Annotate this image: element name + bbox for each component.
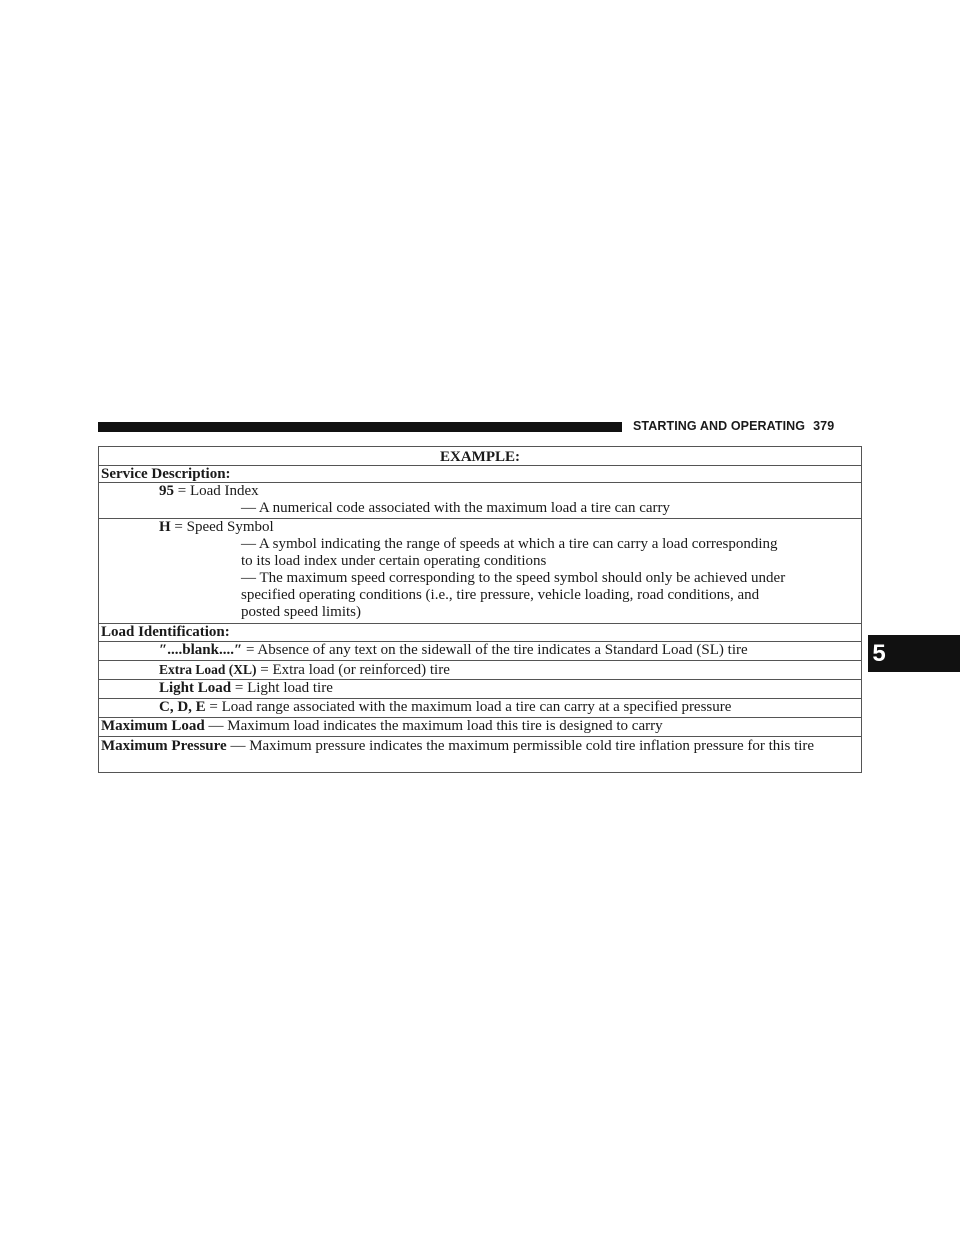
running-header [633,418,863,434]
load-identification-label: Load Identification: [101,624,230,640]
maximum-load-text: — Maximum load indicates the maximum load this tire is designed to carry [204,718,663,734]
load-index-text: = Load Index [174,483,259,499]
speed-symbol-desc-2c: posted speed limits) [241,604,361,620]
table-heading: EXAMPLE: [440,449,520,465]
blank-load-text: = Absence of any text on the sidewall of the tire indicates a Standard Load (SL) tire [242,642,748,658]
speed-symbol-desc-1a: — A symbol indicating the range of speeds at which a tire can carry a load corresponding [241,536,778,552]
speed-symbol-code: H [159,519,171,535]
speed-symbol-desc-2b: specified operating conditions (i.e., tire pressure, vehicle loading, road conditions, and [241,587,760,603]
chapter-number: 5 [872,640,886,667]
tire-code-table [98,446,862,773]
maximum-pressure-label: Maximum Pressure [101,738,227,754]
load-range-code: C, D, E [159,699,206,715]
maximum-load-label: Maximum Load [101,718,205,734]
light-load-line [99,680,861,697]
blank-load-code: ″....blank....″ [159,642,243,658]
light-load-row [99,679,861,698]
load-index-description: — A numerical code associated with the maximum load a tire can carry [241,500,671,516]
service-description-row [99,465,861,482]
speed-symbol-text: = Speed Symbol [170,519,274,535]
maximum-load-line [101,718,861,735]
load-range-text: = Load range associated with the maximum load a tire can carry at a specified pressure [205,699,732,715]
extra-load-text: = Extra load (or reinforced) tire [256,662,450,678]
blank-load-line [99,642,861,659]
speed-symbol-desc-2a: — The maximum speed corresponding to the speed symbol should only be achieved under [241,570,786,586]
load-identification-row [99,623,861,641]
load-range-row [99,698,861,717]
header-rule [98,422,622,432]
maximum-pressure-row [99,736,861,772]
speed-symbol-row [99,518,861,623]
maximum-pressure-line [101,737,861,755]
load-index-line [99,483,861,500]
load-index-row [99,482,861,518]
section-title: STARTING AND OPERATING [633,419,806,433]
page-number: 379 [813,419,835,433]
maximum-pressure-text: — Maximum pressure indicates the maximum permissible cold tire inflation pressure for this tire [226,738,815,754]
speed-symbol-desc-1b: to its load index under certain operating conditions [241,553,547,569]
extra-load-row [99,660,861,679]
light-load-text: = Light load tire [231,680,333,696]
blank-load-row [99,641,861,660]
table-header-row [99,447,861,465]
extra-load-line [99,661,861,679]
chapter-tab [868,635,960,672]
service-description-label: Service Description: [101,466,231,482]
light-load-code: Light Load [159,680,232,696]
speed-symbol-line [99,519,861,536]
extra-load-code: Extra Load (XL) [159,662,257,677]
load-range-line [99,699,861,716]
maximum-load-row [99,717,861,736]
load-index-code: 95 [159,483,174,499]
